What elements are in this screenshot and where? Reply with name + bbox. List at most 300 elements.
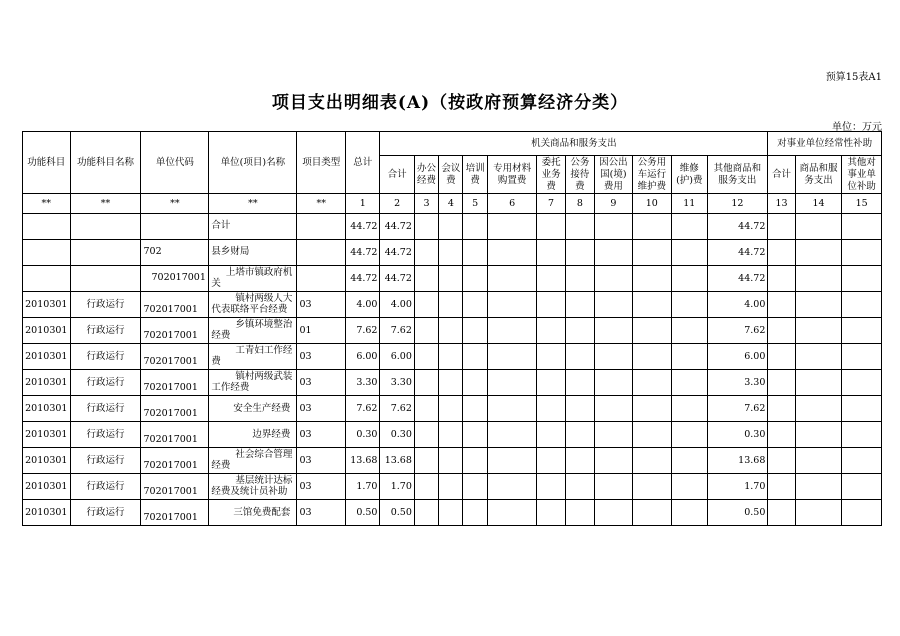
func-code-cell: 2010301: [23, 474, 71, 500]
empty-cell: [795, 448, 842, 474]
empty-cell: [595, 396, 632, 422]
unit-code-text: 702017001: [143, 434, 198, 445]
table-row: [23, 266, 882, 292]
empty-cell: [672, 240, 707, 266]
marker-cell: **: [141, 194, 209, 214]
project-type-cell: 03: [297, 448, 346, 474]
empty-cell: [537, 344, 565, 370]
table-row: [23, 240, 882, 266]
unit-code-text: 702017001: [143, 356, 198, 367]
empty-cell: [487, 396, 537, 422]
empty-cell: [632, 422, 671, 448]
marker-cell: 6: [487, 194, 537, 214]
func-code-cell: 2010301: [23, 500, 71, 526]
other-expense-cell: 7.62: [707, 318, 768, 344]
subtotal-cell: 44.72: [380, 214, 414, 240]
unit-code-text: 702017001: [143, 408, 198, 419]
empty-cell: [632, 448, 671, 474]
empty-cell: [537, 370, 565, 396]
subtotal-cell: 13.68: [380, 448, 414, 474]
total-cell: 44.72: [346, 214, 380, 240]
empty-cell: [632, 318, 671, 344]
empty-cell: [795, 318, 842, 344]
header-g1-abroad: 因公出国(境)费用: [595, 156, 632, 194]
unit-code-text: 702017001: [143, 382, 198, 393]
project-type-cell: [297, 266, 346, 292]
unit-code-cell: [141, 240, 209, 266]
marker-cell: 11: [672, 194, 707, 214]
empty-cell: [463, 474, 487, 500]
marker-cell: 10: [632, 194, 671, 214]
unit-code-cell: [141, 214, 209, 240]
empty-cell: [439, 370, 463, 396]
unit-name-text: 镇村两级武装: [235, 371, 293, 382]
total-cell: 7.62: [346, 318, 380, 344]
empty-cell: [537, 500, 565, 526]
empty-cell: [632, 474, 671, 500]
empty-cell: [768, 500, 795, 526]
empty-cell: [439, 500, 463, 526]
empty-cell: [768, 214, 795, 240]
empty-cell: [595, 318, 632, 344]
empty-cell: [463, 266, 487, 292]
header-g1-subtotal: 合计: [380, 156, 414, 194]
empty-cell: [672, 422, 707, 448]
subtotal-cell: 3.30: [380, 370, 414, 396]
unit-name-text: 社会综合管理: [235, 449, 293, 460]
unit-name-cell: [209, 396, 297, 422]
empty-cell: [537, 448, 565, 474]
marker-cell: 9: [595, 194, 632, 214]
unit-name-cell: [209, 344, 297, 370]
project-type-cell: 03: [297, 370, 346, 396]
unit-name-text: 三馆免费配套: [233, 507, 291, 518]
func-code-cell: [23, 240, 71, 266]
empty-cell: [768, 266, 795, 292]
func-name-cell: [70, 214, 141, 240]
unit-name-cell: [209, 266, 297, 292]
marker-cell: 5: [463, 194, 487, 214]
empty-cell: [487, 474, 537, 500]
other-expense-cell: 44.72: [707, 214, 768, 240]
empty-cell: [414, 266, 438, 292]
empty-cell: [795, 370, 842, 396]
empty-cell: [414, 448, 438, 474]
unit-code-cell: [141, 474, 209, 500]
empty-cell: [565, 344, 594, 370]
page-title: 项目支出明细表(A)（按政府预算经济分类）: [271, 93, 629, 113]
empty-cell: [414, 500, 438, 526]
empty-cell: [463, 500, 487, 526]
table-row: [23, 292, 882, 318]
empty-cell: [487, 266, 537, 292]
header-g1-commission: 委托业务费: [537, 156, 565, 194]
empty-cell: [672, 292, 707, 318]
empty-cell: [795, 422, 842, 448]
header-g1-vehicle: 公务用车运行维护费: [632, 156, 671, 194]
marker-cell: 15: [842, 194, 882, 214]
empty-cell: [414, 474, 438, 500]
empty-cell: [595, 422, 632, 448]
empty-cell: [672, 266, 707, 292]
empty-cell: [795, 500, 842, 526]
empty-cell: [463, 422, 487, 448]
empty-cell: [595, 292, 632, 318]
empty-cell: [414, 318, 438, 344]
marker-cell: 2: [380, 194, 414, 214]
empty-cell: [842, 214, 882, 240]
empty-cell: [672, 214, 707, 240]
empty-cell: [537, 240, 565, 266]
empty-cell: [565, 422, 594, 448]
empty-cell: [795, 266, 842, 292]
empty-cell: [414, 422, 438, 448]
empty-cell: [795, 240, 842, 266]
func-code-cell: [23, 214, 71, 240]
total-cell: 7.62: [346, 396, 380, 422]
empty-cell: [439, 396, 463, 422]
empty-cell: [439, 214, 463, 240]
unit-name-text: 安全生产经费: [233, 403, 291, 414]
empty-cell: [768, 396, 795, 422]
project-type-cell: 03: [297, 344, 346, 370]
unit-name-cell: [209, 422, 297, 448]
header-g2-goods: 商品和服务支出: [795, 156, 842, 194]
other-expense-cell: 44.72: [707, 266, 768, 292]
empty-cell: [595, 240, 632, 266]
func-code-cell: 2010301: [23, 396, 71, 422]
empty-cell: [565, 370, 594, 396]
empty-cell: [632, 292, 671, 318]
header-total: 总计: [346, 132, 380, 194]
marker-cell: 3: [414, 194, 438, 214]
unit-name-text: 经费: [211, 330, 231, 341]
empty-cell: [795, 214, 842, 240]
func-name-cell: 行政运行: [70, 318, 141, 344]
marker-cell: 14: [795, 194, 842, 214]
other-expense-cell: 1.70: [707, 474, 768, 500]
unit-name-text: 经费及统计员补助: [211, 486, 288, 497]
empty-cell: [842, 396, 882, 422]
empty-cell: [565, 448, 594, 474]
empty-cell: [463, 344, 487, 370]
empty-cell: [487, 292, 537, 318]
empty-cell: [414, 344, 438, 370]
empty-cell: [672, 474, 707, 500]
empty-cell: [768, 318, 795, 344]
header-g2-subtotal: 合计: [768, 156, 795, 194]
empty-cell: [439, 448, 463, 474]
func-name-cell: 行政运行: [70, 396, 141, 422]
unit-name-text: 上塔市镇政府机: [225, 267, 293, 278]
empty-cell: [795, 474, 842, 500]
total-cell: 0.50: [346, 500, 380, 526]
empty-cell: [595, 214, 632, 240]
empty-cell: [565, 396, 594, 422]
empty-cell: [842, 240, 882, 266]
total-cell: 3.30: [346, 370, 380, 396]
empty-cell: [672, 500, 707, 526]
empty-cell: [565, 292, 594, 318]
func-code-cell: 2010301: [23, 370, 71, 396]
empty-cell: [795, 344, 842, 370]
empty-cell: [595, 344, 632, 370]
func-code-cell: 2010301: [23, 318, 71, 344]
unit-name-text: 费: [211, 356, 221, 367]
header-g1-maintenance: 维修(护)费: [672, 156, 707, 194]
empty-cell: [672, 344, 707, 370]
table-row: [23, 370, 882, 396]
unit-code-text: 702017001: [143, 486, 198, 497]
empty-cell: [439, 318, 463, 344]
unit-name-cell: [209, 292, 297, 318]
empty-cell: [487, 370, 537, 396]
unit-code-cell: [141, 422, 209, 448]
empty-cell: [439, 240, 463, 266]
func-name-cell: 行政运行: [70, 370, 141, 396]
empty-cell: [537, 214, 565, 240]
empty-cell: [595, 448, 632, 474]
empty-cell: [842, 500, 882, 526]
header-row-1: [23, 132, 882, 156]
empty-cell: [565, 214, 594, 240]
unit-code-text: 702017001: [143, 330, 198, 341]
func-name-cell: 行政运行: [70, 422, 141, 448]
empty-cell: [537, 318, 565, 344]
header-g1-materials: 专用材料购置费: [487, 156, 537, 194]
empty-cell: [672, 448, 707, 474]
unit-name-cell: [209, 318, 297, 344]
header-g1-other: 其他商品和服务支出: [707, 156, 768, 194]
empty-cell: [672, 396, 707, 422]
empty-cell: [632, 240, 671, 266]
marker-cell: **: [23, 194, 71, 214]
header-group-goods-services: 机关商品和服务支出: [380, 132, 768, 156]
subtotal-cell: 7.62: [380, 318, 414, 344]
unit-code-cell: [141, 370, 209, 396]
empty-cell: [768, 240, 795, 266]
empty-cell: [565, 266, 594, 292]
total-cell: 44.72: [346, 266, 380, 292]
empty-cell: [795, 292, 842, 318]
total-cell: 13.68: [346, 448, 380, 474]
unit-name-text: 镇村两级人大: [235, 293, 293, 304]
func-code-cell: 2010301: [23, 448, 71, 474]
table-code-label: 预算15表A1: [825, 72, 882, 83]
unit-name-cell: [209, 500, 297, 526]
unit-name-text: 基层统计达标: [235, 475, 293, 486]
empty-cell: [632, 344, 671, 370]
empty-cell: [632, 266, 671, 292]
empty-cell: [463, 292, 487, 318]
unit-code-text: 702017001: [143, 304, 198, 315]
empty-cell: [414, 240, 438, 266]
header-g1-training: 培训费: [463, 156, 487, 194]
header-g2-other: 其他对事业单位补助: [842, 156, 882, 194]
empty-cell: [632, 214, 671, 240]
empty-cell: [439, 422, 463, 448]
header-func-code: 功能科目: [23, 132, 71, 194]
subtotal-cell: 4.00: [380, 292, 414, 318]
func-name-cell: 行政运行: [70, 474, 141, 500]
func-code-cell: 2010301: [23, 292, 71, 318]
other-expense-cell: 6.00: [707, 344, 768, 370]
empty-cell: [842, 448, 882, 474]
marker-cell: 4: [439, 194, 463, 214]
marker-cell: 7: [537, 194, 565, 214]
empty-cell: [537, 396, 565, 422]
unit-code-cell: [141, 292, 209, 318]
marker-cell: **: [70, 194, 141, 214]
project-type-cell: [297, 214, 346, 240]
empty-cell: [595, 500, 632, 526]
header-unit-code: 单位代码: [141, 132, 209, 194]
empty-cell: [842, 266, 882, 292]
empty-cell: [537, 292, 565, 318]
header-func-name: 功能科目名称: [70, 132, 141, 194]
total-cell: 44.72: [346, 240, 380, 266]
project-type-cell: 03: [297, 474, 346, 500]
unit-code-text: 702017001: [143, 460, 198, 471]
other-expense-cell: 4.00: [707, 292, 768, 318]
unit-code-cell: [141, 396, 209, 422]
table-row: [23, 344, 882, 370]
unit-name-text: 乡镇环境整治: [235, 319, 293, 330]
empty-cell: [768, 344, 795, 370]
unit-name-cell: [209, 240, 297, 266]
unit-name-cell: [209, 370, 297, 396]
table-row: [23, 214, 882, 240]
table-row: [23, 318, 882, 344]
unit-name-text: 合计: [211, 220, 231, 231]
unit-name-cell: [209, 474, 297, 500]
empty-cell: [537, 266, 565, 292]
unit-name-text: 经费: [211, 460, 231, 471]
unit-name-text: 边界经费: [252, 429, 291, 440]
project-type-cell: 03: [297, 292, 346, 318]
other-expense-cell: 7.62: [707, 396, 768, 422]
unit-name-text: 工作经费: [211, 382, 250, 393]
empty-cell: [439, 344, 463, 370]
func-name-cell: 行政运行: [70, 500, 141, 526]
empty-cell: [565, 318, 594, 344]
empty-cell: [842, 370, 882, 396]
func-code-cell: [23, 266, 71, 292]
column-marker-row: [23, 194, 882, 214]
empty-cell: [414, 292, 438, 318]
empty-cell: [595, 474, 632, 500]
header-g1-meeting: 会议费: [439, 156, 463, 194]
project-type-cell: 01: [297, 318, 346, 344]
project-type-cell: [297, 240, 346, 266]
subtotal-cell: 0.50: [380, 500, 414, 526]
empty-cell: [463, 448, 487, 474]
header-g1-office: 办公经费: [414, 156, 438, 194]
empty-cell: [537, 474, 565, 500]
marker-cell: 12: [707, 194, 768, 214]
unit-name-text: 关: [211, 278, 221, 289]
subtotal-cell: 0.30: [380, 422, 414, 448]
empty-cell: [842, 292, 882, 318]
subtotal-cell: 44.72: [380, 240, 414, 266]
project-type-cell: 03: [297, 396, 346, 422]
func-name-cell: 行政运行: [70, 292, 141, 318]
empty-cell: [565, 240, 594, 266]
unit-name-text: 县乡财局: [211, 246, 250, 257]
table-row: [23, 422, 882, 448]
header-group-subsidy: 对事业单位经常性补助: [768, 132, 882, 156]
func-name-cell: [70, 240, 141, 266]
empty-cell: [463, 396, 487, 422]
subtotal-cell: 1.70: [380, 474, 414, 500]
table-row: [23, 500, 882, 526]
header-g1-reception: 公务接待费: [565, 156, 594, 194]
unit-code-cell: [141, 266, 209, 292]
empty-cell: [414, 396, 438, 422]
empty-cell: [487, 214, 537, 240]
unit-name-text: 代表联络平台经费: [211, 304, 288, 315]
unit-code-cell: [141, 448, 209, 474]
func-name-cell: 行政运行: [70, 344, 141, 370]
empty-cell: [595, 266, 632, 292]
unit-code-cell: [141, 344, 209, 370]
unit-code-cell: [141, 318, 209, 344]
project-type-cell: 03: [297, 422, 346, 448]
empty-cell: [487, 240, 537, 266]
empty-cell: [768, 370, 795, 396]
func-code-cell: 2010301: [23, 422, 71, 448]
empty-cell: [487, 448, 537, 474]
empty-cell: [768, 422, 795, 448]
empty-cell: [632, 396, 671, 422]
other-expense-cell: 44.72: [707, 240, 768, 266]
empty-cell: [463, 214, 487, 240]
empty-cell: [487, 318, 537, 344]
empty-cell: [439, 292, 463, 318]
empty-cell: [842, 474, 882, 500]
empty-cell: [768, 448, 795, 474]
unit-name-text: 工青妇工作经: [235, 345, 293, 356]
empty-cell: [487, 500, 537, 526]
total-cell: 1.70: [346, 474, 380, 500]
marker-cell: **: [297, 194, 346, 214]
empty-cell: [795, 396, 842, 422]
table-row: [23, 448, 882, 474]
empty-cell: [768, 292, 795, 318]
project-type-cell: 03: [297, 500, 346, 526]
empty-cell: [842, 422, 882, 448]
empty-cell: [414, 214, 438, 240]
marker-cell: 8: [565, 194, 594, 214]
empty-cell: [672, 318, 707, 344]
other-expense-cell: 3.30: [707, 370, 768, 396]
empty-cell: [768, 474, 795, 500]
empty-cell: [842, 344, 882, 370]
expenditure-table: [22, 131, 882, 526]
unit-name-cell: [209, 214, 297, 240]
table-row: [23, 396, 882, 422]
header-project-type: 项目类型: [297, 132, 346, 194]
empty-cell: [565, 474, 594, 500]
empty-cell: [487, 344, 537, 370]
empty-cell: [842, 318, 882, 344]
empty-cell: [537, 422, 565, 448]
empty-cell: [463, 240, 487, 266]
empty-cell: [595, 370, 632, 396]
total-cell: 6.00: [346, 344, 380, 370]
subtotal-cell: 44.72: [380, 266, 414, 292]
total-cell: 4.00: [346, 292, 380, 318]
